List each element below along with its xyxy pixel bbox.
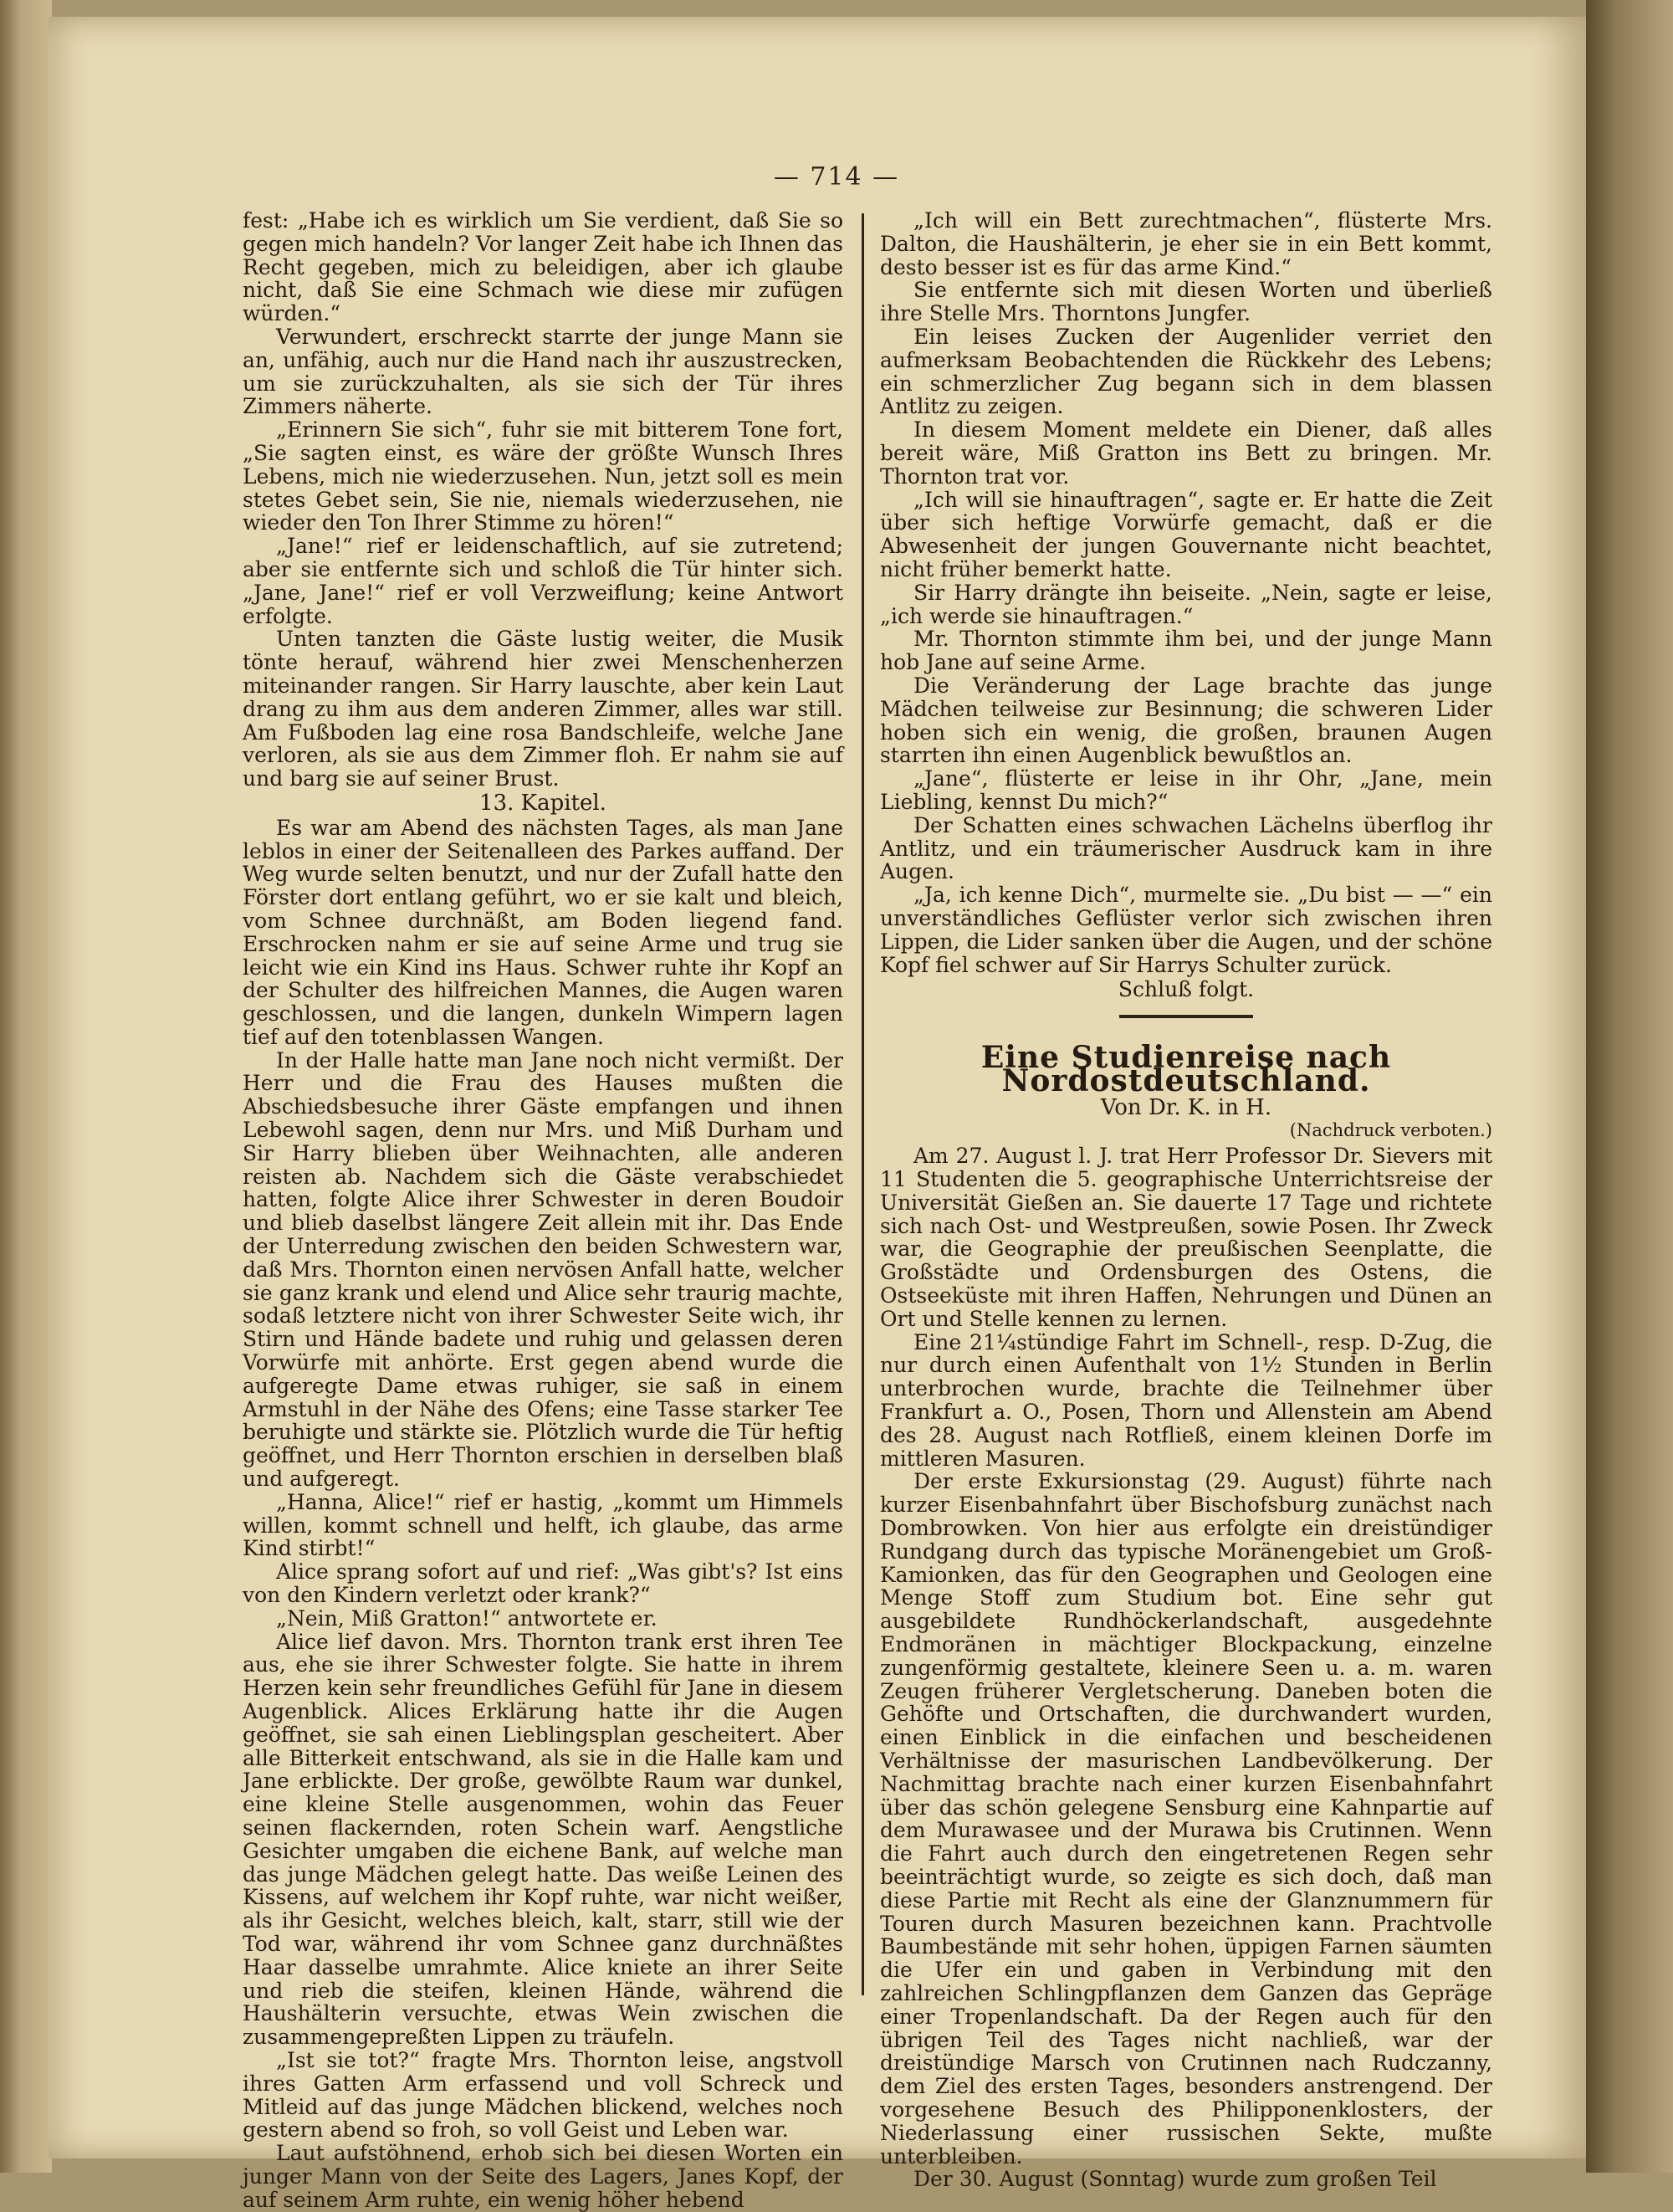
paragraph: Die Veränderung der Lage brachte das junge Mädchen teilweise zur Besinnung; die schweren Lider hoben sich ein wenig, die großen, braunen Augen starrten ihn einen Augenblick bewußtlos an.	[880, 673, 1492, 768]
paragraph: Mr. Thornton stimmte ihm bei, und der junge Mann hob Jane auf seine Arme.	[880, 627, 1492, 675]
paragraph: „Nein, Miß Gratton!“ antwortete er.	[276, 1605, 657, 1631]
page-number: — 714 —	[773, 162, 900, 192]
paragraph: Sir Harry drängte ihn beiseite. „Nein, sagte er leise, „ich werde sie hinauftragen.“	[880, 580, 1492, 628]
paragraph: Es war am Abend des nächsten Tages, als man Jane leblos in einer der Seitenalleen des Parkes auffand. Der Weg wurde selten benutzt, und nur der Zufall hatte den Förster dort entlang geführt, wo er sie kalt und bleich, vom Schnee durchnäßt, am Boden liegend fand. Erschrocken nahm er sie auf seine Arme und trug sie leicht wie ein Kind ins Haus. Schwer ruhte ihr Kopf an der Schulter des hilfreichen Mannes, die Augen waren geschlossen, und die langen, dunkeln Wimpern lagen tief auf den totenblassen Wangen.	[243, 815, 843, 1049]
paragraph: Verwundert, erschreckt starrte der junge Mann sie an, unfähig, auch nur die Hand nach ihr auszustrecken, um sie zurückzuhalten, als sie sich der Tür ihres Zimmers näherte.	[243, 324, 843, 419]
chapter-heading: 13. Kapitel.	[479, 790, 606, 816]
paragraph: Laut aufstöhnend, erhob sich bei diesen Worten ein junger Mann von der Seite des Lagers, Janes Kopf, der auf seinem Arm ruhte, ein wenig höher hebend	[243, 2141, 843, 2212]
paragraph: „Jane!“ rief er leidenschaftlich, auf sie zutretend; aber sie entfernte sich und schloß die Tür hinter sich. „Jane, Jane!“ rief er voll Verzweiflung; keine Antwort erfolgte.	[243, 534, 843, 628]
left-page-edge	[0, 0, 52, 2173]
paragraph: Der erste Exkursionstag (29. August) führte nach kurzer Eisenbahnfahrt über Bischofsburg zunächst nach Dombrowken. Von hier aus erfolgte ein dreistündiger Rundgang durch das typische Moränengebiet um Groß-Kamionken, das für den Geographen und Geologen eine Menge Stoff zum Studium bot. Eine sehr gut ausgebildete Rundhöckerlandschaft, ausgedehnte Endmoränen in mächtiger Blockpackung, einzelne zungenförmig gestaltete, kleinere Seen u. a. m. waren Zeugen früherer Vergletscherung. Daneben boten die Gehöfte und Ortschaften, die durchwandert wurden, einen Einblick in die einfachen und bescheidenen Verhältnisse der masurischen Landbevölkerung. Der Nachmittag brachte nach einer kurzen Eisenbahnfahrt über das schön gelegene Sensburg eine Kahnpartie auf dem Murawasee und der Murawa bis Crutinnen. Wenn die Fahrt auch durch den eingetretenen Regen sehr beeinträchtigt wurde, so zeigte es sich doch, daß man diese Partie mit Recht als eine der Glanznummern für Touren durch Masuren bezeichnen kann. Prachtvolle Baumbestände mit sehr hohen, üppigen Farnen säumten die Ufer ein und gaben in Verbindung mit den zahlreichen Schlingpflanzen dem Ganzen das Gepräge einer Tropenlandschaft. Da der Regen auch für den übrigen Teil des Tages nicht nachließ, war der dreistündige Marsch von Crutinnen nach Rudczanny, dem Ziel des ersten Tages, besonders anstrengend. Der vorgesehene Besuch des Philipponenklosters, der Niederlassung einer russischen Sekte, mußte unterbleiben.	[880, 1469, 1492, 2168]
paragraph: „Ist sie tot?“ fragte Mrs. Thornton leise, angstvoll ihres Gatten Arm erfassend und voll Schreck und Mitleid auf das junge Mädchen blickend, welches noch gestern abend so froh, so voll Geist und Leben war.	[243, 2047, 843, 2143]
paragraph: „Jane“, flüsterte er leise in ihr Ohr, „Jane, mein Liebling, kennst Du mich?“	[880, 766, 1492, 814]
paragraph: Der Schatten eines schwachen Lächelns überflog ihr Antlitz, und ein träumerischer Ausdruck kam in ihre Augen.	[880, 812, 1492, 884]
reprint-notice: (Nachdruck verboten.)	[1289, 1120, 1492, 1141]
left-column	[243, 209, 843, 2212]
paragraph: Eine 21¼stündige Fahrt im Schnell-, resp. D-Zug, die nur durch einen Aufenthalt von 1½ Stunden in Berlin unterbrochen wurde, brachte die Teilnehmer über Frankfurt a. O., Posen, Thorn und Allenstein am Abend des 28. August nach Rotfließ, einem kleinen Dorfe im mittleren Masuren.	[880, 1329, 1492, 1471]
paragraph: In der Halle hatte man Jane noch nicht vermißt. Der Herr und die Frau des Hauses mußten die Abschiedsbesuche ihrer Gäste empfangen und ihnen Lebewohl sagen, denn nur Mrs. und Miß Durham und Sir Harry blieben über Weihnachten, alle anderen reisten ab. Nachdem sich die Gäste verabschiedet hatten, folgte Alice ihrer Schwester in deren Boudoir und blieb daselbst längere Zeit allein mit ihr. Das Ende der Unterredung zwischen den beiden Schwestern war, daß Mrs. Thornton einen nervösen Anfall hatte, welcher sie ganz krank und elend und Alice sehr traurig machte, sodaß letztere nicht von ihrer Schwester Seite wich, ihr Stirn und Hände badete und ruhig und gelassen deren Vorwürfe mit anhörte. Erst gegen abend wurde die aufgeregte Dame etwas ruhiger, sie saß in einem Armstuhl in der Nähe des Ofens; eine Tasse starker Tee beruhigte und stärkte sie. Plötzlich wurde die Tür heftig geöffnet, und Herr Thornton erschien in derselben blaß und aufgeregt.	[243, 1047, 843, 1492]
right-column	[880, 209, 1492, 2191]
paragraph: Ein leises Zucken der Augenlider verriet den aufmerksam Beobachtenden die Rückkehr des Lebens; ein schmerzlicher Zug begann sich in dem blassen Antlitz zu zeigen.	[880, 324, 1492, 419]
paragraph: „Ich will ein Bett zurechtmachen“, flüsterte Mrs. Dalton, die Haushälterin, je eher sie in ein Bett kommt, desto besser ist es für das arme Kind.“	[880, 208, 1492, 279]
section-separator	[1119, 1015, 1253, 1018]
article-byline: Von Dr. K. in H.	[1100, 1094, 1272, 1120]
paragraph: fest: „Habe ich es wirklich um Sie verdient, daß Sie so gegen mich handeln? Vor langer Zeit habe ich Ihnen das Recht gegeben, mich zu beleidigen, aber ich glaube nicht, daß Sie eine Schmach wie diese mir zufügen würden.“	[243, 208, 843, 326]
paragraph: „Ich will sie hinauftragen“, sagte er. Er hatte die Zeit über sich heftige Vorwürfe gemacht, daß er die Abwesenheit der jungen Gouvernante nicht beachtet, nicht früher bemerkt hatte.	[880, 487, 1492, 581]
paragraph: Alice sprang sofort auf und rief: „Was gibt's? Ist eins von den Kindern verletzt oder krank?“	[243, 1559, 843, 1608]
paragraph: Am 27. August l. J. trat Herr Professor Dr. Sievers mit 11 Studenten die 5. geographische Unterrichtsreise der Universität Gießen an. Sie dauerte 17 Tage und richtete sich nach Ost- und Westpreußen, sowie Posen. Ihr Zweck war, die Geographie der preußischen Seenplatte, die Großstädte und Ordensburgen des Ostens, die Ostseeküste mit ihren Haffen, Nehrungen und Dünen an Ort und Stelle kennen zu lernen.	[880, 1144, 1492, 1331]
paragraph: „Ja, ich kenne Dich“, murmelte sie. „Du bist — —“ ein unverständliches Geflüster verlor sich zwischen ihren Lippen, die Lider sanken über die Augen, und der schöne Kopf fiel schwer auf Sir Harrys Schulter zurück.	[880, 883, 1492, 977]
paragraph: Alice lief davon. Mrs. Thornton trank erst ihren Tee aus, ehe sie ihrer Schwester folgte. Sie hatte in ihrem Herzen kein sehr freundliches Gefühl für Jane in diesem Augenblick. Alices Erklärung hatte ihr die Augen geöffnet, sie sah einen Lieblingsplan gescheitert. Aber alle Bitterkeit entschwand, als sie in die Halle kam und Jane erblickte. Der große, gewölbte Raum war dunkel, eine kleine Stelle ausgenommen, wohin das Feuer seinen flackernden, roten Schein warf. Aengstliche Gesichter umgaben die eichene Bank, auf welche man das junge Mädchen gelegt hatte. Das weiße Leinen des Kissens, auf welchem ihr Kopf ruhte, war nicht weißer, als ihr Gesicht, welches bleich, kalt, starr, still wie der Tod war, während ihr vom Schnee ganz durchnäßtes Haar dasselbe umrahmte. Alice kniete an ihrer Seite und rieb die steifen, kleinen Hände, während die Haushälterin versuchte, etwas Wein zwischen die zusammengepreßten Lippen zu träufeln.	[243, 1629, 843, 2050]
paragraph: „Hanna, Alice!“ rief er hastig, „kommt um Himmels willen, kommt schnell und helft, ich glaube, das arme Kind stirbt!“	[243, 1489, 843, 1561]
paragraph: Der 30. August (Sonntag) wurde zum großen Teil	[913, 2167, 1437, 2192]
column-divider	[862, 213, 864, 1995]
right-page-edge	[1586, 0, 1673, 2173]
to-be-continued-note: Schluß folgt.	[1118, 977, 1255, 1002]
paragraph: „Erinnern Sie sich“, fuhr sie mit bitterem Tone fort, „Sie sagten einst, es wäre der größte Wunsch Ihres Lebens, mich nie wiederzusehen. Nun, jetzt soll es mein stetes Gebet sein, Sie nie, niemals wiederzusehen, nie wieder den Ton Ihrer Stimme zu hören!“	[243, 417, 843, 535]
paragraph: In diesem Moment meldete ein Diener, daß alles bereit wäre, Miß Gratton ins Bett zu bringen. Mr. Thornton trat vor.	[880, 417, 1492, 489]
paragraph: Unten tanzten die Gäste lustig weiter, die Musik tönte herauf, während hier zwei Menschenherzen miteinander rangen. Sir Harry lauschte, aber kein Laut drang zu ihm aus dem anderen Zimmer, alles war still. Am Fußboden lag eine rosa Bandschleife, welche Jane verloren, als sie aus dem Zimmer floh. Er nahm sie auf und barg sie auf seiner Brust.	[243, 627, 843, 791]
paragraph: Sie entfernte sich mit diesen Worten und überließ ihre Stelle Mrs. Thorntons Jungfer.	[880, 278, 1492, 326]
article-title: Eine Studienreise nach Nordostdeutschland.	[980, 1040, 1392, 1098]
